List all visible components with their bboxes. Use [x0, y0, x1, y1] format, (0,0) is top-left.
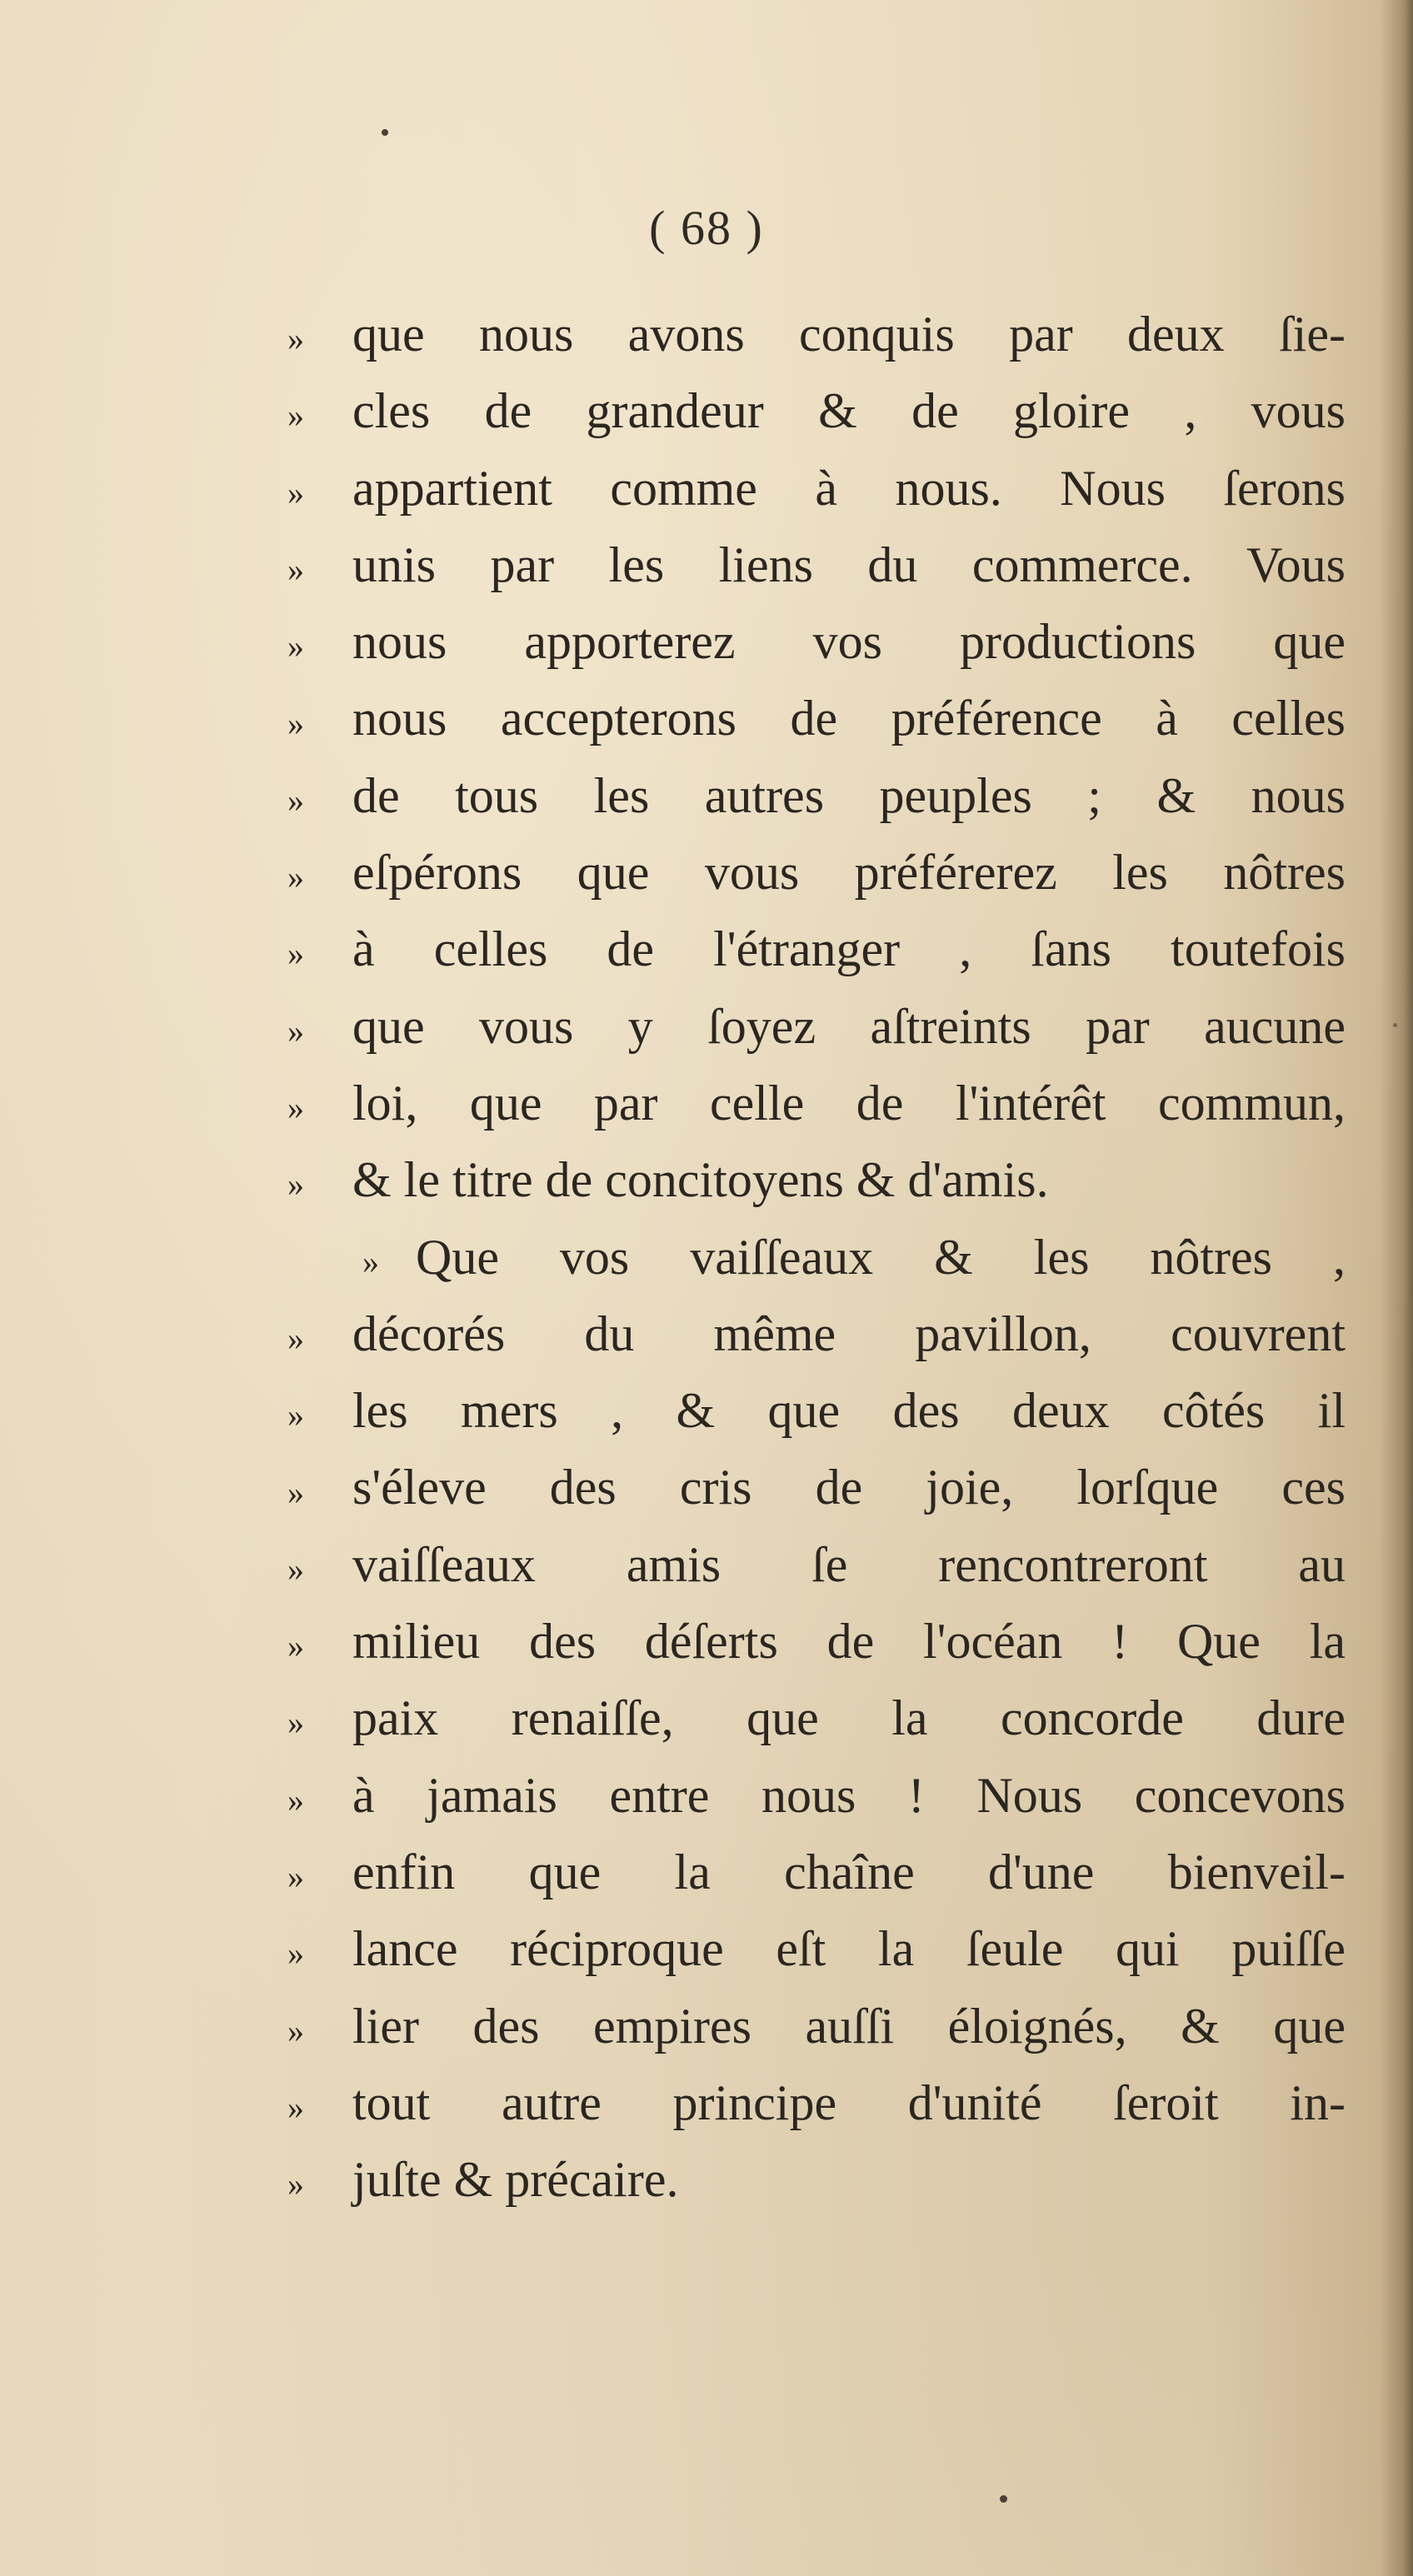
body-text [287, 296, 1346, 2218]
text-line [287, 1910, 1346, 1987]
line-text: paix renaiſſe, que la concorde dure [352, 1690, 1346, 1746]
line-text: que nous avons conquis par deux ſie- [352, 307, 1346, 362]
text-line [287, 1834, 1346, 1910]
text-line [287, 1526, 1346, 1603]
text-line [287, 2141, 1346, 2218]
line-text: à jamais entre nous ! Nous concevons [352, 1767, 1346, 1823]
line-text: les mers , & que des deux côtés il [352, 1383, 1346, 1439]
text-line [287, 1372, 1346, 1449]
line-text: que vous y ſoyez aſtreints par aucune [352, 998, 1346, 1054]
quote-mark: » [287, 320, 302, 358]
line-text: eſpérons que vous préférerez les nôtres [352, 845, 1346, 901]
text-line [287, 911, 1346, 987]
text-line [287, 527, 1346, 603]
quote-mark: » [287, 781, 302, 819]
paper-speck [1000, 2495, 1007, 2503]
text-line [287, 2064, 1346, 2141]
quote-mark: » [287, 1627, 302, 1665]
text-line [287, 1219, 1346, 1295]
paper-speck [1393, 1023, 1397, 1027]
line-text: décorés du même pavillon, couvrent [352, 1305, 1346, 1361]
line-text: nous accepterons de préférence à celles [352, 691, 1346, 746]
line-text: nous apporterez vos productions que [352, 614, 1346, 670]
text-line [287, 372, 1346, 449]
quote-mark: » [287, 704, 302, 742]
text-line [287, 1065, 1346, 1141]
text-line [287, 757, 1346, 834]
quote-mark: » [287, 1396, 302, 1435]
text-line [287, 680, 1346, 756]
line-text: lier des empires auſſi éloignés, & que [352, 1998, 1346, 2054]
text-line [287, 1988, 1346, 2064]
line-text: unis par les liens du commerce. Vous [352, 537, 1346, 592]
quote-mark: » [287, 1473, 302, 1511]
quote-mark: » [287, 1166, 302, 1204]
line-text: à celles de l'étranger , ſans toutefois [352, 921, 1346, 977]
text-line [287, 296, 1346, 372]
quote-mark: » [287, 550, 302, 588]
quote-mark: » [287, 1858, 302, 1896]
line-text: appartient comme à nous. Nous ſerons [352, 460, 1346, 516]
quote-mark: » [287, 1089, 302, 1127]
text-line [287, 834, 1346, 911]
page-number: ( 68 ) [649, 201, 764, 255]
line-text: cles de grandeur & de gloire , vous [352, 383, 1346, 439]
text-line [287, 1141, 1346, 1218]
quote-mark: » [287, 935, 302, 973]
text-line [287, 603, 1346, 680]
line-text: juſte & précaire. [352, 2152, 679, 2208]
quote-mark: » [287, 1011, 302, 1050]
quote-mark: » [287, 1550, 302, 1588]
line-text: tout autre principe d'unité ſeroit in- [352, 2074, 1346, 2130]
line-text: lance réciproque eſt la ſeule qui puiſſe [352, 1921, 1346, 1977]
quote-mark: » [287, 858, 302, 896]
paper-speck [382, 129, 388, 136]
quote-mark: » [287, 627, 302, 666]
text-line [287, 1295, 1346, 1372]
quote-mark: » [362, 1242, 377, 1281]
line-text: de tous les autres peuples ; & nous [352, 767, 1346, 823]
text-line [287, 1603, 1346, 1680]
line-text: loi, que par celle de l'intérêt commun, [352, 1075, 1346, 1131]
line-text: vaiſſeaux amis ſe rencontreront au [352, 1536, 1346, 1592]
line-text: Que vos vaiſſeaux & les nôtres , [416, 1229, 1346, 1285]
quote-mark: » [287, 1704, 302, 1742]
line-text: milieu des déſerts de l'océan ! Que la [352, 1614, 1346, 1670]
quote-mark: » [287, 1934, 302, 1973]
text-line [287, 1449, 1346, 1525]
line-text: s'éleve des cris de joie, lorſque ces [352, 1460, 1346, 1515]
line-text: & le titre de concitoyens & d'amis. [352, 1152, 1049, 1208]
quote-mark: » [287, 2165, 302, 2204]
quote-mark: » [287, 397, 302, 435]
line-text: enfin que la chaîne d'une bienveil- [352, 1844, 1346, 1900]
text-line [287, 1680, 1346, 1756]
text-line [287, 988, 1346, 1065]
quote-mark: » [287, 2011, 302, 2049]
quote-mark: » [287, 2088, 302, 2126]
text-line [287, 1757, 1346, 1834]
quote-mark: » [287, 1780, 302, 1819]
quote-mark: » [287, 1319, 302, 1357]
page-edge-shadow [1380, 0, 1413, 2576]
text-line [287, 450, 1346, 527]
quote-mark: » [287, 473, 302, 512]
